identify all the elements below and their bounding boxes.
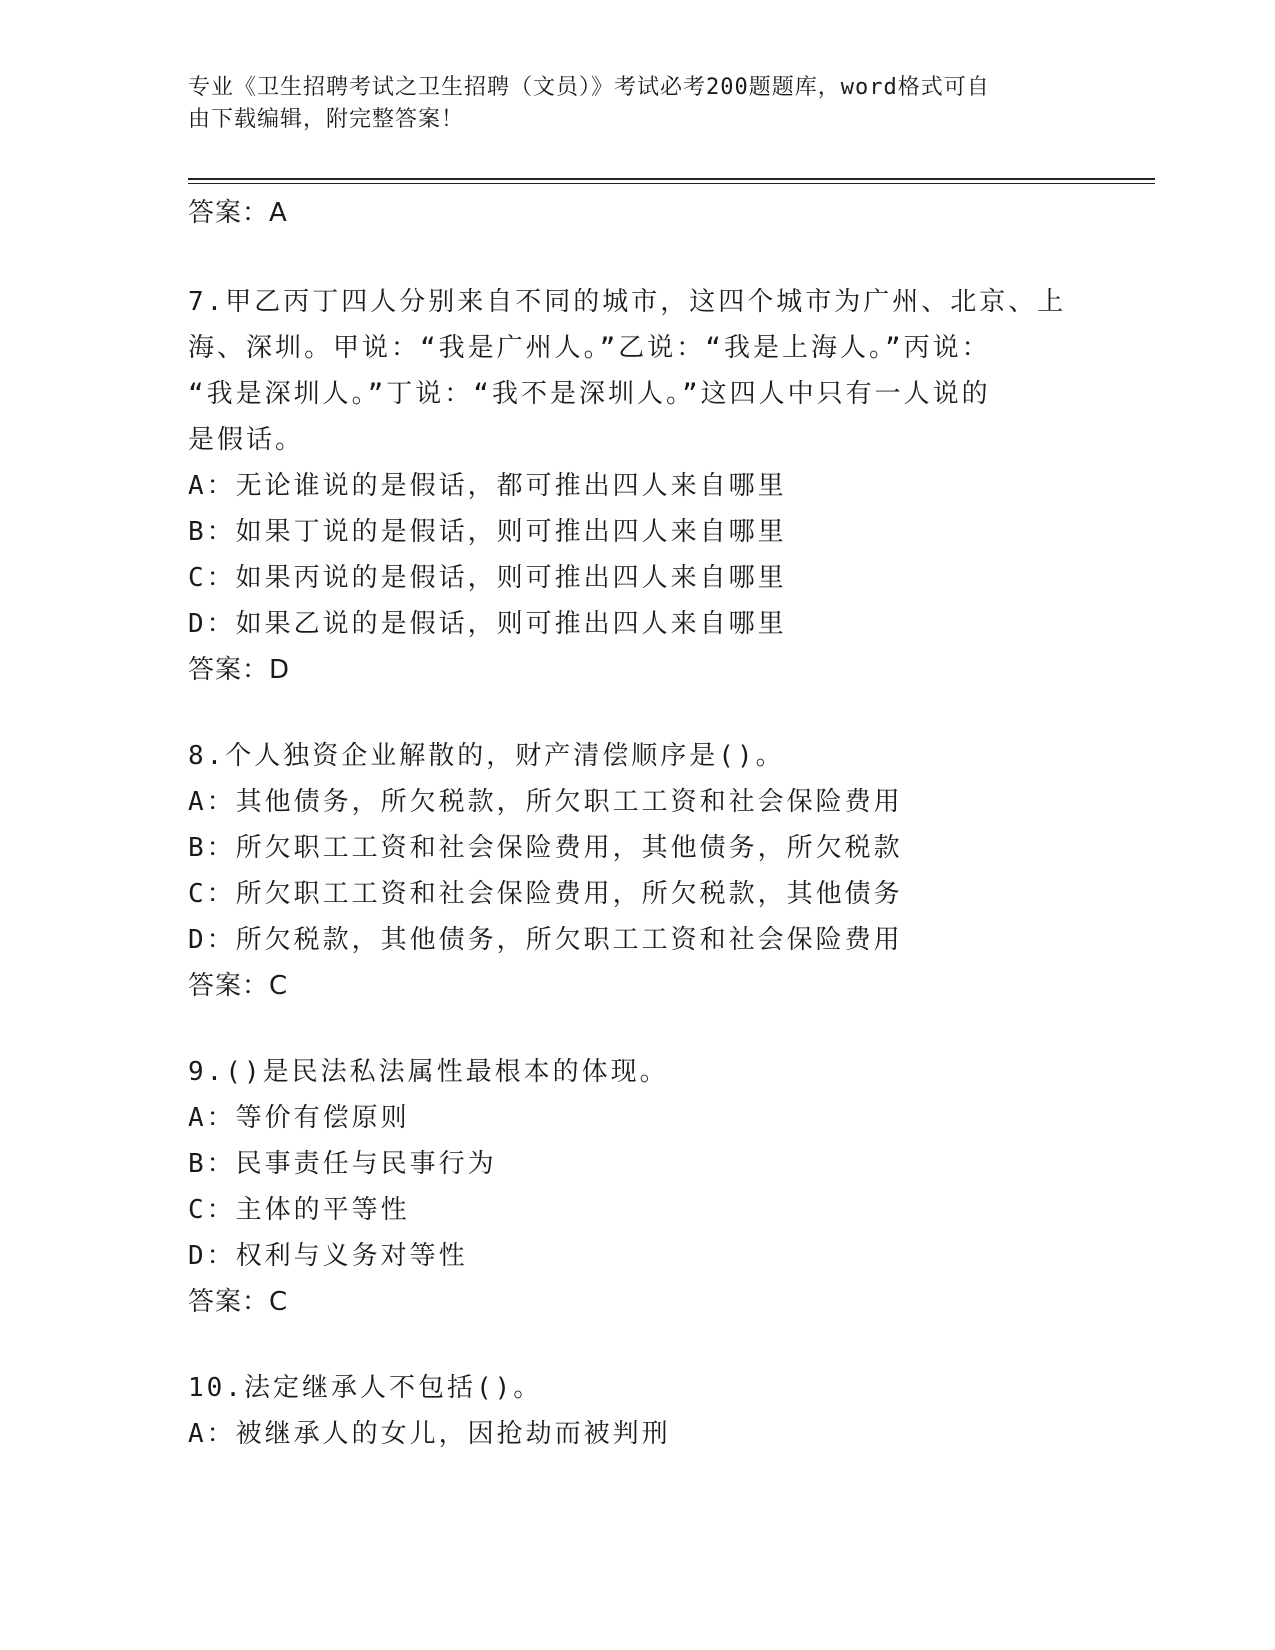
- answer: 答案：C: [188, 971, 289, 1001]
- question-stem-line: 10.法定继承人不包括()。: [188, 1373, 543, 1403]
- option-a: A：等价有偿原则: [188, 1103, 410, 1133]
- spacer: [188, 693, 1088, 733]
- question-stem-line: “我是深圳人。”丁说：“我不是深圳人。”这四人中只有一人说的: [188, 379, 991, 409]
- answer: 答案：D: [188, 655, 291, 685]
- option-a: A：无论谁说的是假话，都可推出四人来自哪里: [188, 471, 787, 501]
- question-10: [188, 1365, 1088, 1457]
- question-stem-line: 7.甲乙丙丁四人分别来自不同的城市，这四个城市为广州、北京、上: [188, 287, 1067, 317]
- header-line-2: 由下载编辑，附完整答案！: [188, 107, 465, 132]
- option-c: C：所欠职工工资和社会保险费用，所欠税款，其他债务: [188, 879, 903, 909]
- question-stem-line: 是假话。: [188, 425, 305, 455]
- header-line-1: 专业《卫生招聘考试之卫生招聘（文员）》考试必考200题题库，word格式可自: [188, 75, 990, 100]
- option-d: D：权利与义务对等性: [188, 1241, 468, 1271]
- question-content: [188, 190, 1088, 1457]
- option-c: C：主体的平等性: [188, 1195, 410, 1225]
- option-a: A：被继承人的女儿，因抢劫而被判刑: [188, 1419, 671, 1449]
- option-c: C：如果丙说的是假话，则可推出四人来自哪里: [188, 563, 787, 593]
- option-b: B：如果丁说的是假话，则可推出四人来自哪里: [188, 517, 787, 547]
- document-header: [188, 72, 1068, 136]
- question-9: [188, 1049, 1088, 1325]
- option-a: A：其他债务，所欠税款，所欠职工工资和社会保险费用: [188, 787, 903, 817]
- previous-answer: 答案：A: [188, 198, 288, 228]
- question-stem-line: 9.()是民法私法属性最根本的体现。: [188, 1057, 669, 1087]
- answer: 答案：C: [188, 1287, 289, 1317]
- spacer: [188, 1325, 1088, 1365]
- question-8: [188, 733, 1088, 1009]
- option-b: B：所欠职工工资和社会保险费用，其他债务，所欠税款: [188, 833, 903, 863]
- header-rule-thin: [188, 183, 1155, 184]
- option-d: D：如果乙说的是假话，则可推出四人来自哪里: [188, 609, 787, 639]
- spacer: [188, 236, 1088, 279]
- question-stem-line: 8.个人独资企业解散的，财产清偿顺序是()。: [188, 741, 785, 771]
- option-d: D：所欠税款，其他债务，所欠职工工资和社会保险费用: [188, 925, 903, 955]
- spacer: [188, 1009, 1088, 1049]
- question-7: [188, 279, 1088, 693]
- question-stem-line: 海、深圳。甲说：“我是广州人。”乙说：“我是上海人。”丙说：: [188, 333, 991, 363]
- option-b: B：民事责任与民事行为: [188, 1149, 497, 1179]
- header-rule-thick: [188, 178, 1155, 180]
